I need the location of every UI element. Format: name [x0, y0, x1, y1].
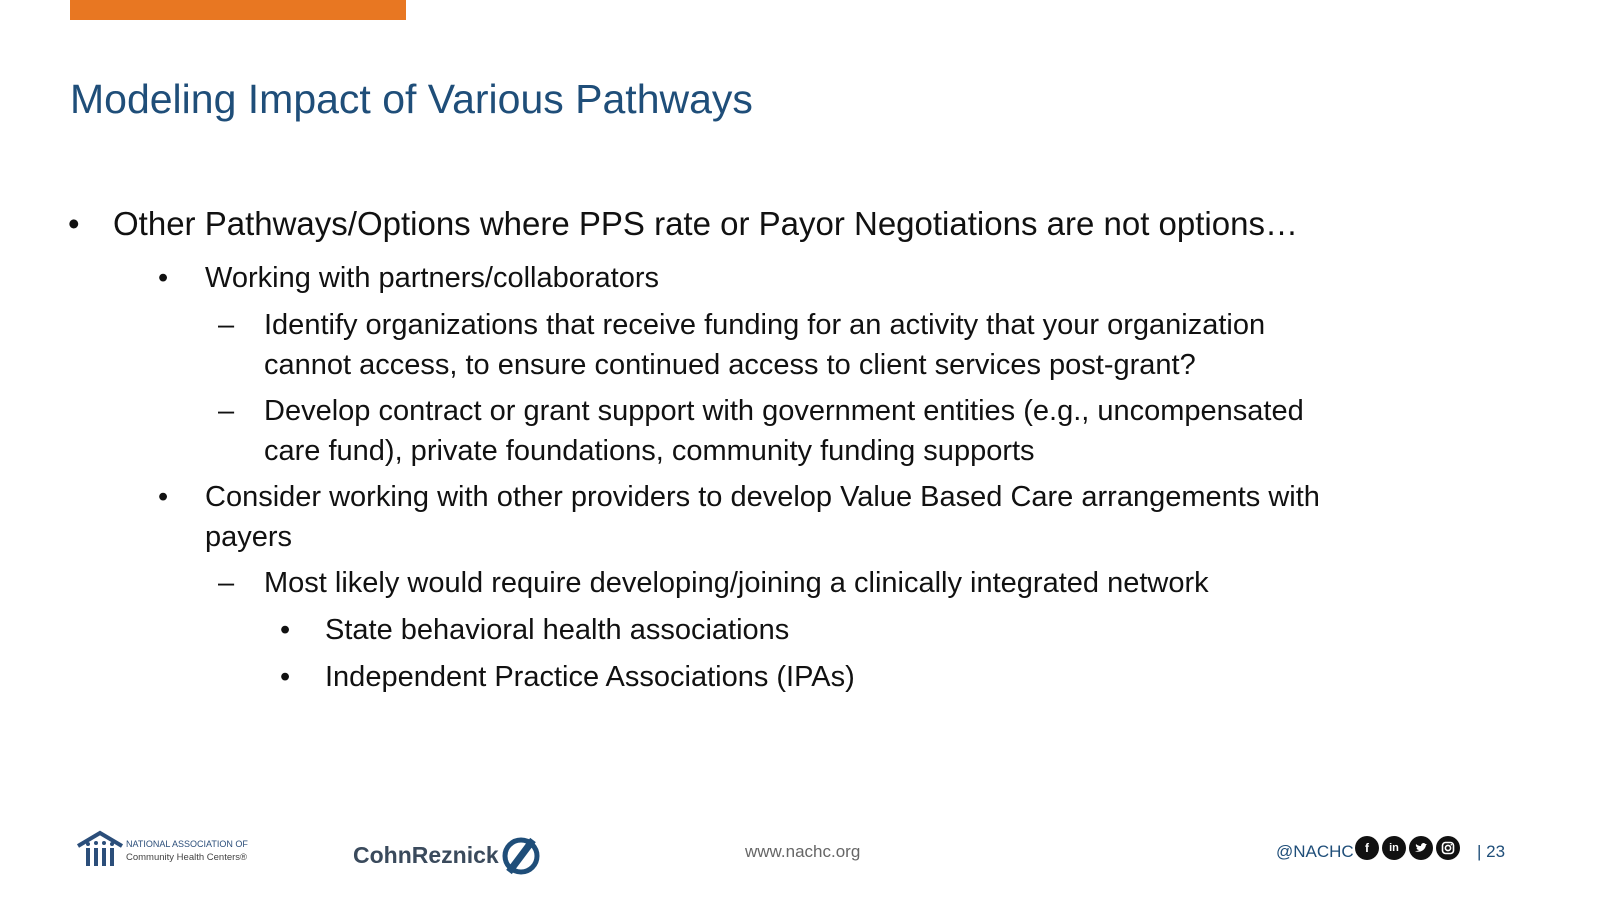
dash-marker: – — [218, 309, 235, 341]
bullet-level-1 — [68, 205, 1298, 243]
bullet-level-3 — [218, 391, 1304, 471]
linkedin-icon[interactable]: in — [1382, 836, 1406, 860]
bullet-marker: • — [280, 661, 291, 693]
accent-bar — [70, 0, 406, 20]
bullet-text-line: cannot access, to ensure continued access to client services post-grant? — [264, 349, 1196, 381]
cohnreznick-wordmark: CohnReznick — [353, 842, 499, 868]
bullet-level-4 — [280, 610, 789, 650]
social-handle[interactable]: @NACHC — [1276, 842, 1354, 861]
bullet-text-line: Consider working with other providers to develop Value Based Care arrangements with — [205, 481, 1320, 513]
cohnreznick-mark-icon — [501, 836, 541, 876]
bullet-marker: • — [158, 262, 169, 294]
facebook-icon[interactable]: f — [1355, 836, 1379, 860]
bullet-text: Other Pathways/Options where PPS rate or Payor Negotiations are not options… — [113, 205, 1298, 242]
nachc-name-line1: NATIONAL ASSOCIATION OF — [126, 839, 248, 849]
dash-marker: – — [218, 567, 235, 599]
dash-marker: – — [218, 395, 235, 427]
bullet-marker: • — [68, 205, 80, 242]
bullet-text-line: payers — [205, 521, 293, 553]
bullet-text-line: Identify organizations that receive funding for an activity that your organization — [264, 309, 1266, 341]
bullet-level-2 — [158, 477, 1320, 557]
bullet-text: State behavioral health associations — [325, 614, 790, 646]
page-number: | 23 — [1477, 842, 1506, 861]
bullet-text: Independent Practice Associations (IPAs) — [325, 661, 855, 693]
nachc-logo — [76, 830, 256, 872]
bullet-text: Working with partners/collaborators — [205, 262, 659, 294]
nachc-name-line2: Community Health Centers — [126, 852, 241, 863]
bullet-level-4 — [280, 657, 855, 697]
bullet-marker: • — [280, 614, 291, 646]
bullet-text-line: care fund), private foundations, community funding supports — [264, 435, 1035, 467]
nachc-registered-mark: ® — [240, 852, 248, 863]
nachc-house-icon — [76, 830, 124, 870]
bullet-level-3 — [218, 305, 1265, 385]
nachc-wordmark — [126, 838, 248, 864]
bullet-text-line: Develop contract or grant support with government entities (e.g., uncompensated — [264, 395, 1304, 427]
twitter-icon[interactable] — [1409, 836, 1433, 860]
website-link[interactable]: www.nachc.org — [745, 842, 861, 861]
bullet-marker: • — [158, 481, 169, 513]
slide-title: Modeling Impact of Various Pathways — [70, 76, 753, 122]
bullet-level-3 — [218, 563, 1209, 603]
bullet-level-2 — [158, 258, 659, 298]
bullet-text: Most likely would require developing/joining a clinically integrated network — [264, 567, 1209, 599]
instagram-icon[interactable] — [1436, 836, 1460, 860]
